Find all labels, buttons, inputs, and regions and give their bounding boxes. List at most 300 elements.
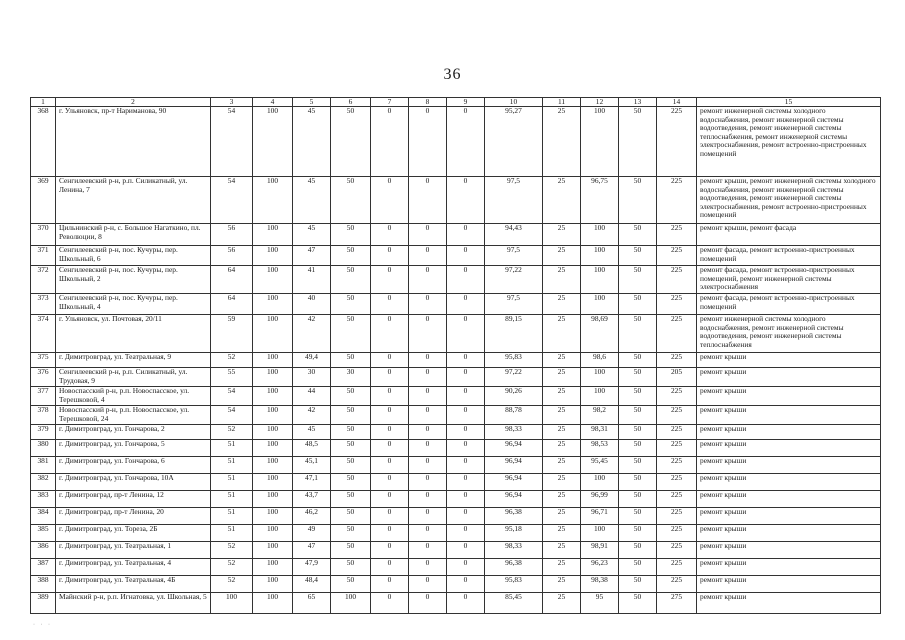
cell-address: г. Димитровград, ул. Театральная, 1 [56,542,211,559]
cell-address: г. Димитровград, ул. Гончарова, 10А [56,474,211,491]
cell-col-12: 96,99 [581,491,619,508]
cell-col-11: 25 [543,457,581,474]
cell-work-types: ремонт крыши [697,457,881,474]
cell-col-14: 205 [657,368,697,387]
cell-col-11: 25 [543,353,581,368]
cell-col-8: 0 [409,107,447,177]
cell-col-13: 50 [619,491,657,508]
cell-col-9: 0 [447,559,485,576]
cell-col-10: 95,83 [485,353,543,368]
cell-work-types: ремонт крыши [697,406,881,425]
cell-work-types: ремонт инженерной системы холодного водоснабжения, ремонт инженерной системы водоотведения, ремонт инженерной системы теплоснабжения [697,315,881,353]
cell-col-7: 0 [371,425,409,440]
cell-col-5: 47 [293,246,331,266]
cell-col-10: 95,83 [485,576,543,593]
cell-col-13: 50 [619,593,657,614]
cell-row-number: 376 [31,368,56,387]
cell-col-14: 225 [657,246,697,266]
column-header: 6 [331,98,371,107]
cell-col-12: 100 [581,246,619,266]
cell-col-9: 0 [447,353,485,368]
cell-col-11: 25 [543,387,581,406]
cell-col-12: 98,69 [581,315,619,353]
cell-col-13: 50 [619,559,657,576]
cell-col-10: 88,78 [485,406,543,425]
cell-col-3: 51 [211,474,253,491]
cell-col-11: 25 [543,266,581,294]
cell-col-10: 90,26 [485,387,543,406]
cell-col-7: 0 [371,246,409,266]
cell-col-4: 100 [253,425,293,440]
cell-col-10: 94,43 [485,224,543,246]
cell-col-7: 0 [371,576,409,593]
cell-col-9: 0 [447,246,485,266]
cell-col-13: 50 [619,542,657,559]
cell-col-7: 0 [371,508,409,525]
scan-artifact: · · · [33,622,52,628]
cell-row-number: 387 [31,559,56,576]
cell-col-3: 55 [211,368,253,387]
cell-col-5: 45 [293,177,331,224]
cell-address: г. Ульяновск, пр-т Нариманова, 90 [56,107,211,177]
cell-col-3: 64 [211,294,253,315]
cell-col-10: 98,33 [485,425,543,440]
cell-address: г. Димитровград, ул. Гончарова, 5 [56,440,211,457]
cell-row-number: 372 [31,266,56,294]
cell-col-8: 0 [409,474,447,491]
cell-col-6: 50 [331,559,371,576]
cell-col-5: 45 [293,425,331,440]
cell-col-14: 225 [657,353,697,368]
cell-work-types: ремонт инженерной системы холодного водоснабжения, ремонт инженерной системы водоотведения, ремонт инженерной системы теплоснабжения, ремонт инженерной системы электроснабжения, ремонт встроенно-пристроенных помещений [697,107,881,177]
cell-col-13: 50 [619,474,657,491]
cell-col-8: 0 [409,246,447,266]
cell-col-12: 100 [581,107,619,177]
cell-col-3: 52 [211,353,253,368]
cell-col-10: 95,18 [485,525,543,542]
cell-col-9: 0 [447,294,485,315]
cell-col-10: 97,22 [485,368,543,387]
cell-row-number: 389 [31,593,56,614]
cell-col-11: 25 [543,224,581,246]
cell-col-14: 225 [657,525,697,542]
cell-col-6: 50 [331,224,371,246]
cell-col-7: 0 [371,224,409,246]
cell-col-13: 50 [619,440,657,457]
cell-col-6: 50 [331,425,371,440]
cell-col-7: 0 [371,353,409,368]
cell-col-9: 0 [447,491,485,508]
cell-col-3: 56 [211,246,253,266]
cell-col-13: 50 [619,508,657,525]
table-row [31,107,881,177]
cell-col-9: 0 [447,576,485,593]
cell-address: Сенгилеевский р-н, пос. Кучуры, пер. Школьный, 2 [56,266,211,294]
cell-address: Сенгилеевский р-н, пос. Кучуры, пер. Школьный, 4 [56,294,211,315]
cell-col-4: 100 [253,457,293,474]
table-row [31,491,881,508]
cell-col-10: 96,38 [485,508,543,525]
column-header: 1 [31,98,56,107]
cell-col-12: 100 [581,368,619,387]
cell-col-6: 50 [331,266,371,294]
cell-col-7: 0 [371,559,409,576]
cell-col-3: 59 [211,315,253,353]
cell-col-8: 0 [409,457,447,474]
cell-col-13: 50 [619,294,657,315]
cell-col-8: 0 [409,593,447,614]
cell-col-9: 0 [447,593,485,614]
cell-col-6: 50 [331,107,371,177]
cell-work-types: ремонт крыши [697,525,881,542]
cell-col-6: 50 [331,177,371,224]
cell-col-3: 100 [211,593,253,614]
cell-col-6: 30 [331,368,371,387]
column-header: 3 [211,98,253,107]
cell-col-8: 0 [409,224,447,246]
cell-col-5: 46,2 [293,508,331,525]
cell-col-7: 0 [371,266,409,294]
table-row [31,425,881,440]
cell-address: г. Димитровград, ул. Театральная, 4Б [56,576,211,593]
cell-row-number: 383 [31,491,56,508]
column-header: 13 [619,98,657,107]
cell-col-4: 100 [253,542,293,559]
cell-col-8: 0 [409,440,447,457]
column-header: 14 [657,98,697,107]
cell-address: г. Димитровград, пр-т Ленина, 20 [56,508,211,525]
cell-row-number: 385 [31,525,56,542]
cell-col-13: 50 [619,576,657,593]
cell-col-9: 0 [447,177,485,224]
table-row [31,294,881,315]
cell-col-5: 47,1 [293,474,331,491]
cell-col-12: 100 [581,224,619,246]
cell-col-11: 25 [543,525,581,542]
cell-address: г. Димитровград, пр-т Ленина, 12 [56,491,211,508]
cell-col-14: 225 [657,508,697,525]
cell-col-3: 54 [211,107,253,177]
cell-row-number: 382 [31,474,56,491]
cell-col-4: 100 [253,474,293,491]
cell-col-14: 225 [657,491,697,508]
cell-col-6: 50 [331,542,371,559]
cell-col-7: 0 [371,593,409,614]
cell-col-3: 52 [211,559,253,576]
cell-col-6: 50 [331,246,371,266]
cell-col-10: 96,94 [485,491,543,508]
cell-col-11: 25 [543,425,581,440]
cell-col-6: 50 [331,491,371,508]
cell-col-7: 0 [371,294,409,315]
cell-address: Сенгилеевский р-н, р.п. Силикатный, ул. Ленина, 7 [56,177,211,224]
header-row [31,98,881,107]
cell-col-10: 96,94 [485,474,543,491]
cell-col-4: 100 [253,266,293,294]
cell-row-number: 380 [31,440,56,457]
cell-col-5: 41 [293,266,331,294]
cell-col-3: 51 [211,525,253,542]
cell-col-5: 49 [293,525,331,542]
cell-col-9: 0 [447,266,485,294]
cell-col-14: 225 [657,425,697,440]
cell-work-types: ремонт крыши [697,576,881,593]
cell-work-types: ремонт крыши, ремонт инженерной системы холодного водоснабжения, ремонт инженерной системы водоотведения, ремонт инженерной системы электроснабжения, ремонт встроенно-пристроенных помещений [697,177,881,224]
cell-address: г. Димитровград, ул. Гончарова, 2 [56,425,211,440]
cell-col-13: 50 [619,315,657,353]
cell-col-6: 50 [331,508,371,525]
cell-col-3: 56 [211,224,253,246]
cell-col-3: 54 [211,177,253,224]
cell-col-13: 50 [619,107,657,177]
cell-col-8: 0 [409,542,447,559]
cell-col-9: 0 [447,425,485,440]
table-row [31,177,881,224]
table-row [31,368,881,387]
cell-row-number: 378 [31,406,56,425]
cell-col-10: 97,22 [485,266,543,294]
cell-col-4: 100 [253,387,293,406]
cell-col-14: 225 [657,406,697,425]
cell-col-7: 0 [371,177,409,224]
cell-col-6: 50 [331,294,371,315]
cell-col-12: 96,23 [581,559,619,576]
cell-col-9: 0 [447,508,485,525]
column-header: 15 [697,98,881,107]
cell-col-5: 48,4 [293,576,331,593]
cell-col-6: 50 [331,387,371,406]
cell-col-7: 0 [371,107,409,177]
cell-address: г. Ульяновск, ул. Почтовая, 20/11 [56,315,211,353]
cell-work-types: ремонт крыши [697,542,881,559]
cell-col-13: 50 [619,457,657,474]
cell-col-13: 50 [619,425,657,440]
table-row [31,266,881,294]
cell-col-14: 225 [657,542,697,559]
cell-col-4: 100 [253,246,293,266]
cell-col-7: 0 [371,387,409,406]
cell-col-14: 225 [657,387,697,406]
table-row [31,457,881,474]
cell-col-5: 43,7 [293,491,331,508]
cell-col-14: 225 [657,294,697,315]
cell-col-9: 0 [447,525,485,542]
cell-col-9: 0 [447,440,485,457]
cell-work-types: ремонт крыши [697,425,881,440]
cell-col-13: 50 [619,246,657,266]
table-row [31,559,881,576]
cell-col-9: 0 [447,406,485,425]
cell-col-12: 98,6 [581,353,619,368]
cell-col-14: 225 [657,315,697,353]
cell-col-3: 54 [211,406,253,425]
cell-col-5: 45 [293,107,331,177]
cell-work-types: ремонт крыши [697,559,881,576]
cell-col-8: 0 [409,576,447,593]
cell-col-10: 97,5 [485,246,543,266]
cell-col-12: 95 [581,593,619,614]
cell-col-3: 52 [211,542,253,559]
cell-col-11: 25 [543,315,581,353]
cell-col-9: 0 [447,387,485,406]
cell-col-14: 225 [657,440,697,457]
cell-col-8: 0 [409,294,447,315]
table-row [31,525,881,542]
cell-address: Новоспасский р-н, р.п. Новоспасское, ул. Терешковой, 24 [56,406,211,425]
cell-row-number: 386 [31,542,56,559]
column-header: 11 [543,98,581,107]
column-header: 4 [253,98,293,107]
cell-col-8: 0 [409,508,447,525]
cell-col-13: 50 [619,177,657,224]
cell-col-14: 225 [657,107,697,177]
cell-col-9: 0 [447,542,485,559]
cell-col-8: 0 [409,266,447,294]
cell-col-6: 50 [331,315,371,353]
cell-col-11: 25 [543,294,581,315]
cell-row-number: 384 [31,508,56,525]
cell-col-7: 0 [371,315,409,353]
column-header: 8 [409,98,447,107]
table-row [31,406,881,425]
cell-col-11: 25 [543,508,581,525]
cell-work-types: ремонт фасада, ремонт встроенно-пристроенных помещений, ремонт инженерной системы электроснабжения [697,266,881,294]
cell-col-13: 50 [619,525,657,542]
cell-col-5: 45,1 [293,457,331,474]
cell-col-11: 25 [543,474,581,491]
cell-col-13: 50 [619,353,657,368]
cell-col-5: 44 [293,387,331,406]
cell-col-7: 0 [371,406,409,425]
cell-address: Сенгилеевский р-н, р.п. Силикатный, ул. Трудовая, 9 [56,368,211,387]
cell-col-7: 0 [371,440,409,457]
cell-col-5: 45 [293,224,331,246]
cell-col-4: 100 [253,107,293,177]
column-header: 5 [293,98,331,107]
cell-col-12: 96,75 [581,177,619,224]
cell-row-number: 369 [31,177,56,224]
cell-col-5: 42 [293,406,331,425]
column-header: 9 [447,98,485,107]
cell-row-number: 377 [31,387,56,406]
cell-col-5: 40 [293,294,331,315]
cell-col-11: 25 [543,440,581,457]
table-row [31,576,881,593]
cell-col-9: 0 [447,107,485,177]
cell-col-10: 97,5 [485,294,543,315]
cell-col-11: 25 [543,406,581,425]
cell-col-13: 50 [619,387,657,406]
cell-col-14: 225 [657,576,697,593]
cell-col-4: 100 [253,315,293,353]
cell-col-4: 100 [253,353,293,368]
cell-col-11: 25 [543,559,581,576]
cell-col-7: 0 [371,368,409,387]
cell-row-number: 375 [31,353,56,368]
cell-address: Майнский р-н, р.п. Игнатовка, ул. Школьная, 5 [56,593,211,614]
cell-col-3: 54 [211,387,253,406]
cell-col-5: 47,9 [293,559,331,576]
cell-work-types: ремонт крыши [697,474,881,491]
cell-work-types: ремонт крыши [697,593,881,614]
table-row [31,593,881,614]
cell-col-4: 100 [253,559,293,576]
cell-address: г. Димитровград, ул. Театральная, 9 [56,353,211,368]
cell-col-14: 225 [657,177,697,224]
column-header: 2 [56,98,211,107]
cell-col-8: 0 [409,525,447,542]
cell-col-8: 0 [409,406,447,425]
cell-col-10: 89,15 [485,315,543,353]
column-header: 12 [581,98,619,107]
cell-col-4: 100 [253,294,293,315]
cell-col-11: 25 [543,107,581,177]
cell-col-6: 50 [331,525,371,542]
cell-address: г. Димитровград, ул. Театральная, 4 [56,559,211,576]
table-row [31,440,881,457]
cell-col-12: 96,71 [581,508,619,525]
cell-col-11: 25 [543,246,581,266]
table-row [31,315,881,353]
cell-col-5: 42 [293,315,331,353]
cell-col-12: 98,91 [581,542,619,559]
cell-col-3: 51 [211,440,253,457]
cell-row-number: 368 [31,107,56,177]
cell-col-6: 50 [331,353,371,368]
cell-col-5: 49,4 [293,353,331,368]
cell-address: Новоспасский р-н, р.п. Новоспасское, ул. Терешковой, 4 [56,387,211,406]
cell-work-types: ремонт крыши [697,440,881,457]
cell-col-6: 100 [331,593,371,614]
cell-col-10: 85,45 [485,593,543,614]
cell-col-3: 51 [211,457,253,474]
cell-col-4: 100 [253,224,293,246]
cell-col-10: 96,38 [485,559,543,576]
cell-col-12: 98,53 [581,440,619,457]
table-row [31,542,881,559]
cell-col-7: 0 [371,491,409,508]
cell-col-12: 100 [581,474,619,491]
cell-col-11: 25 [543,576,581,593]
cell-col-10: 96,94 [485,457,543,474]
cell-col-8: 0 [409,315,447,353]
cell-col-4: 100 [253,593,293,614]
cell-row-number: 388 [31,576,56,593]
cell-address: Сенгилеевский р-н, пос. Кучуры, пер. Школьный, 6 [56,246,211,266]
cell-col-7: 0 [371,474,409,491]
cell-address: г. Димитровград, ул. Гончарова, 6 [56,457,211,474]
cell-col-8: 0 [409,425,447,440]
cell-col-6: 50 [331,440,371,457]
cell-col-10: 95,27 [485,107,543,177]
cell-col-3: 52 [211,425,253,440]
cell-col-8: 0 [409,368,447,387]
cell-col-9: 0 [447,474,485,491]
cell-row-number: 381 [31,457,56,474]
cell-col-12: 100 [581,266,619,294]
cell-col-4: 100 [253,368,293,387]
cell-work-types: ремонт крыши [697,353,881,368]
cell-col-8: 0 [409,491,447,508]
cell-col-13: 50 [619,224,657,246]
cell-address: Цильнинский р-н, с. Большое Нагаткино, пл. Революции, 8 [56,224,211,246]
cell-col-7: 0 [371,457,409,474]
cell-col-8: 0 [409,559,447,576]
cell-col-4: 100 [253,508,293,525]
cell-col-12: 100 [581,387,619,406]
cell-col-6: 50 [331,406,371,425]
cell-col-11: 25 [543,491,581,508]
